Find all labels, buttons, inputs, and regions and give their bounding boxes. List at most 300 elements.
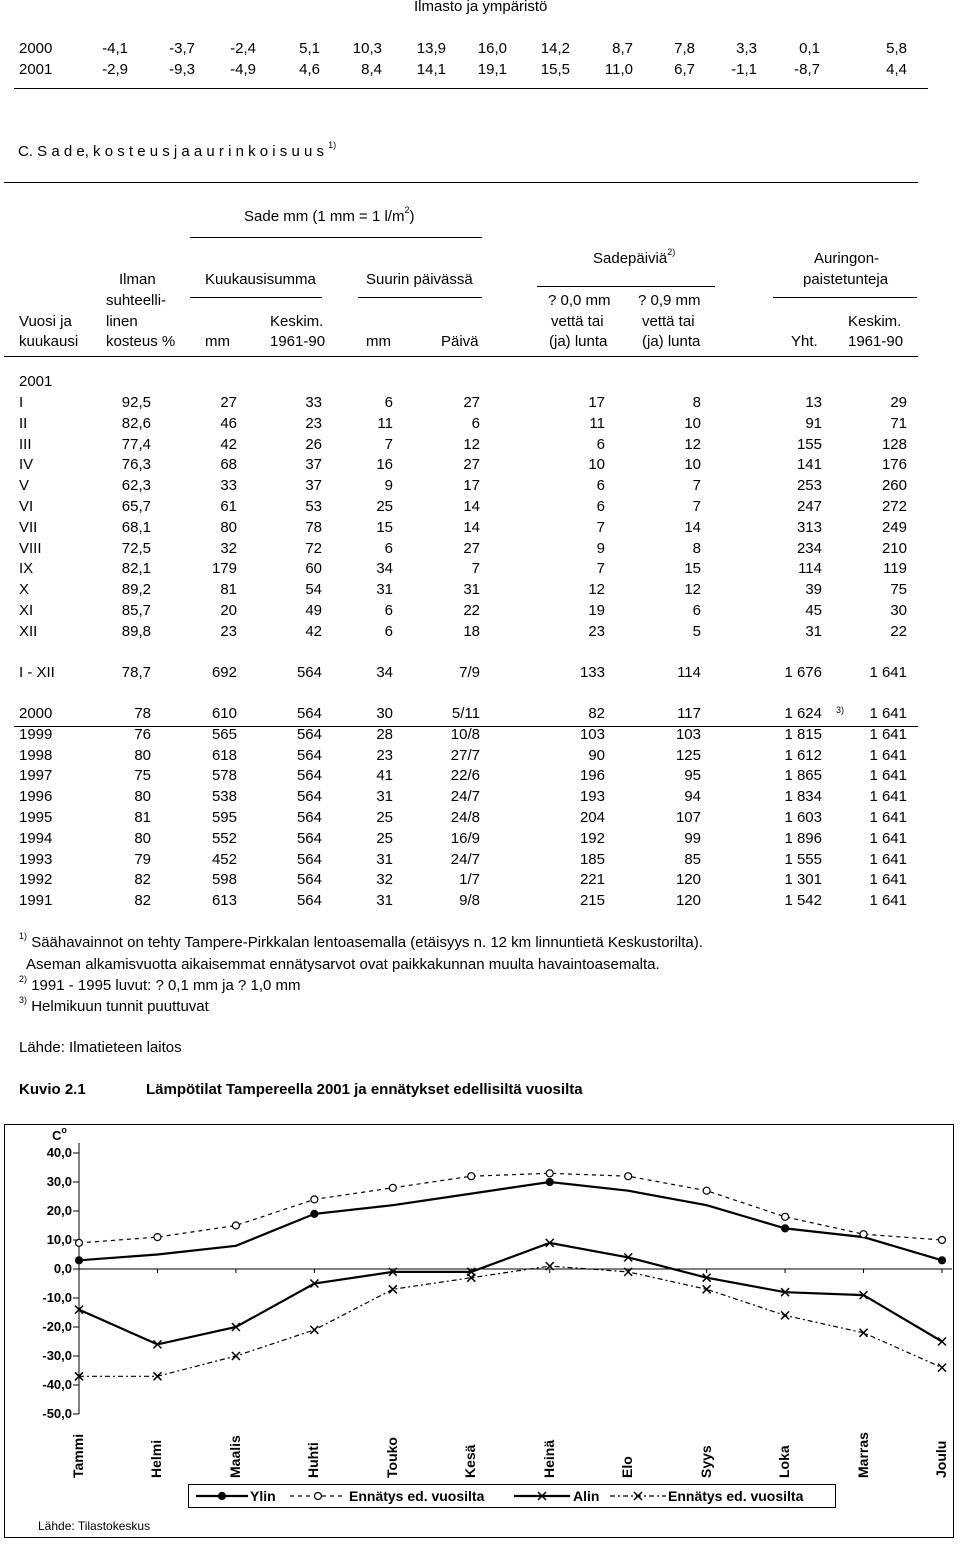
month-label: Touko — [383, 1437, 400, 1478]
value-cell: 114 — [798, 560, 822, 578]
value-cell: 25 — [376, 498, 393, 515]
value-cell: 95 — [684, 767, 701, 785]
data-point — [782, 1213, 789, 1220]
value-cell: 564 — [296, 871, 322, 889]
value-cell: 37 — [305, 456, 322, 474]
data-point — [468, 1173, 475, 1180]
value-cell: 552 — [211, 829, 237, 847]
value-cell: 234 — [796, 539, 822, 557]
data-point — [546, 1170, 553, 1177]
value-cell: 22 — [463, 602, 480, 619]
value-cell: 68,1 — [121, 518, 151, 536]
value-cell: 23 — [376, 746, 393, 764]
value-cell: -8,7 — [794, 61, 820, 78]
value-cell: 128 — [881, 435, 907, 453]
data-point — [938, 1364, 946, 1372]
value-cell: 8,7 — [612, 40, 633, 57]
value-cell: 6 — [384, 394, 393, 411]
data-point — [76, 1257, 83, 1264]
value-cell: 6 — [384, 602, 393, 619]
y-tick-label: 30,0 — [46, 1174, 72, 1189]
value-cell: 32 — [220, 539, 237, 557]
kuukausi-header: kuukausi — [19, 333, 79, 350]
value-cell: 27 — [220, 394, 237, 411]
value-cell: 5,1 — [299, 40, 320, 57]
note-marker: 3) — [836, 705, 845, 715]
value-cell: 28 — [376, 725, 393, 743]
value-cell: 107 — [675, 809, 701, 826]
value-cell: 133 — [579, 664, 605, 681]
value-cell: 23 — [220, 622, 237, 640]
value-cell: 25 — [376, 809, 393, 826]
value-cell: 564 — [296, 850, 322, 868]
row-label: 1996 — [19, 788, 53, 806]
value-cell: 12 — [463, 435, 480, 453]
value-cell: 75 — [134, 767, 151, 785]
value-cell: 23 — [588, 622, 605, 640]
value-cell: 14,2 — [540, 40, 570, 57]
year-label: 2001 — [19, 373, 53, 390]
month-label: Loka — [776, 1445, 793, 1478]
value-cell: 6 — [384, 622, 393, 640]
value-cell: 564 — [296, 725, 322, 743]
value-cell: 7 — [596, 518, 605, 536]
value-cell: 5/11 — [451, 705, 480, 722]
kosteus-header: kosteus % — [106, 333, 176, 350]
value-cell: 82 — [134, 892, 151, 910]
value-cell: 33 — [305, 394, 322, 411]
chart-source: Lähde: Tilastokeskus — [38, 1519, 151, 1533]
value-cell: 613 — [211, 892, 237, 910]
value-cell: 82,1 — [121, 560, 151, 578]
value-cell: 81 — [134, 809, 151, 826]
value-cell: 8,4 — [361, 61, 382, 78]
value-cell: 78 — [134, 705, 151, 722]
value-cell: 61 — [220, 498, 237, 515]
value-cell: 14 — [684, 518, 701, 536]
row-label: 1999 — [19, 725, 53, 743]
value-cell: 117 — [677, 705, 701, 722]
d2a-header: ? 0,9 mm — [638, 292, 701, 309]
value-cell: 80 — [134, 788, 151, 806]
value-cell: 10 — [588, 456, 605, 474]
data-point — [939, 1237, 946, 1244]
value-cell: 119 — [883, 560, 907, 578]
value-cell: 10 — [684, 414, 701, 432]
value-cell: 6 — [596, 477, 605, 495]
value-cell: 85 — [684, 850, 701, 868]
value-cell: 7/9 — [459, 664, 480, 681]
figure-label: Kuvio 2.1 — [19, 1081, 86, 1098]
value-cell: 618 — [211, 746, 237, 764]
value-cell: 141 — [796, 456, 822, 474]
value-cell: 125 — [675, 746, 701, 764]
value-cell: 1 676 — [784, 664, 822, 681]
value-cell: 1 641 — [869, 850, 907, 868]
data-point — [310, 1326, 318, 1334]
value-cell: 210 — [881, 539, 907, 557]
row-label: XI — [19, 602, 34, 619]
d1b-header: vettä tai — [551, 313, 604, 330]
value-cell: 24/7 — [450, 788, 480, 806]
row-label: VIII — [19, 539, 42, 557]
month-label: Syys — [697, 1445, 714, 1478]
value-cell: 5 — [692, 622, 701, 640]
footnote-1b: Aseman alkamisvuotta aikaisemmat ennätysarvot ovat paikkakunnan muulta havaintoasemalta. — [26, 956, 660, 973]
month-label: Elo — [619, 1456, 636, 1478]
value-cell: 1 641 — [869, 809, 907, 826]
value-cell: 1 603 — [784, 809, 822, 826]
month-label: Heinä — [540, 1439, 557, 1478]
row-label: 1994 — [19, 829, 53, 847]
value-cell: 71 — [890, 414, 907, 432]
value-cell: 72 — [305, 539, 322, 557]
value-cell: 76 — [134, 725, 151, 743]
value-cell: 1 641 — [869, 829, 907, 847]
value-cell: 60 — [305, 560, 322, 578]
value-cell: 13 — [805, 394, 822, 411]
value-cell: 25 — [376, 829, 393, 847]
value-cell: 692 — [211, 664, 237, 681]
value-cell: 9 — [596, 539, 605, 557]
value-cell: 12 — [684, 581, 701, 599]
value-cell: 19,1 — [477, 61, 507, 78]
paiste-header: paistetunteja — [803, 271, 889, 288]
value-cell: 30 — [376, 705, 393, 722]
value-cell: 16,0 — [477, 40, 507, 57]
value-cell: 6 — [596, 498, 605, 515]
value-cell: 103 — [675, 725, 701, 743]
legend-label-record-high: Ennätys ed. vuosilta — [349, 1488, 485, 1504]
value-cell: 179 — [211, 560, 237, 578]
value-cell: 99 — [684, 829, 701, 847]
value-cell: 247 — [796, 498, 822, 515]
value-cell: 610 — [211, 705, 237, 722]
source: Lähde: Ilmatieteen laitos — [19, 1039, 182, 1056]
value-cell: 89,2 — [121, 581, 151, 599]
row-label: 1995 — [19, 809, 53, 826]
value-cell: 17 — [463, 477, 480, 495]
value-cell: 10/8 — [450, 725, 480, 743]
value-cell: 11,0 — [604, 61, 633, 78]
value-cell: 7 — [692, 498, 701, 515]
value-cell: -1,1 — [731, 61, 757, 78]
row-label: 2000 — [19, 705, 53, 722]
value-cell: 11 — [377, 414, 393, 432]
value-cell: 14 — [463, 498, 480, 515]
value-cell: 120 — [675, 892, 701, 910]
value-cell: 5,8 — [886, 40, 907, 57]
line-ylin — [79, 1182, 942, 1260]
paiva-header: Päivä — [441, 333, 479, 350]
value-cell: 272 — [881, 498, 907, 515]
value-cell: 1 641 — [869, 725, 907, 743]
value-cell: 3,3 — [736, 40, 757, 57]
value-cell: 14,1 — [416, 61, 446, 78]
value-cell: 564 — [296, 767, 322, 785]
value-cell: 1 641 — [869, 767, 907, 785]
value-cell: 7 — [596, 560, 605, 578]
value-cell: 82,6 — [121, 414, 151, 432]
row-label: 1993 — [19, 850, 53, 868]
value-cell: 1 641 — [869, 705, 907, 722]
value-cell: 6 — [692, 602, 701, 619]
value-cell: 114 — [677, 664, 701, 681]
page-title: Ilmasto ja ympäristö — [414, 0, 548, 15]
value-cell: 564 — [296, 829, 322, 847]
month-label: Tammi — [70, 1433, 86, 1478]
value-cell: 19 — [588, 602, 605, 619]
value-cell: -9,3 — [169, 61, 195, 78]
value-cell: 82 — [588, 705, 605, 722]
value-cell: 1/7 — [459, 871, 480, 889]
y-tick-label: 40,0 — [46, 1145, 72, 1160]
month-label: Helmi — [148, 1439, 165, 1478]
value-cell: 595 — [211, 809, 237, 826]
value-cell: 185 — [579, 850, 605, 868]
value-cell: 91 — [805, 414, 822, 432]
value-cell: 33 — [220, 477, 237, 495]
y-tick-label: 0,0 — [53, 1261, 72, 1276]
value-cell: 10 — [684, 456, 701, 474]
value-cell: 193 — [579, 788, 605, 806]
data-point — [782, 1225, 789, 1232]
value-cell: 29 — [890, 394, 907, 411]
value-cell: 14 — [463, 518, 480, 536]
section-title: C. S a d e, k o s t e u s j a a u r i n k o i s u u s $^{1)}$ — [18, 140, 337, 160]
footnote-2: $^{2)}$ 1991 - 1995 luvut: ? 0,1 mm ja ? 1,0 mm — [19, 974, 301, 994]
value-cell: 31 — [805, 622, 822, 640]
value-cell: 80 — [134, 746, 151, 764]
legend-label-ylin: Ylin — [250, 1488, 276, 1504]
value-cell: 155 — [796, 435, 822, 453]
row-label: I - XII — [19, 664, 55, 681]
data-point — [153, 1372, 161, 1380]
value-cell: 31 — [376, 788, 393, 806]
value-cell: 196 — [579, 767, 605, 785]
value-cell: 78,7 — [121, 664, 151, 681]
value-cell: 6 — [384, 539, 393, 557]
value-cell: 313 — [796, 518, 822, 536]
value-cell: 80 — [220, 518, 237, 536]
y-tick-label: -40,0 — [42, 1377, 72, 1392]
value-cell: 81 — [220, 581, 237, 599]
value-cell: 22 — [890, 622, 907, 640]
value-cell: 1 641 — [869, 664, 907, 681]
auringon-header: Auringon- — [814, 250, 880, 267]
data-point — [232, 1222, 239, 1229]
value-cell: 76,3 — [121, 456, 151, 474]
value-cell: 176 — [881, 456, 907, 474]
d1a-header: ? 0,0 mm — [548, 292, 611, 309]
value-cell: 24/7 — [450, 850, 480, 868]
value-cell: 89,8 — [121, 622, 151, 640]
row-label: II — [19, 414, 28, 432]
row-label: XII — [19, 622, 38, 640]
value-cell: 75 — [890, 581, 907, 599]
value-cell: 9/8 — [459, 892, 480, 910]
legend-label-record-low: Ennätys ed. vuosilta — [668, 1488, 804, 1504]
data-point — [860, 1231, 867, 1238]
sadepaivia-header: Sadepäiviä$^{2)}$ — [593, 247, 676, 267]
value-cell: 120 — [675, 871, 701, 889]
year-cell: 2000 — [19, 40, 53, 57]
value-cell: 16 — [376, 456, 393, 474]
value-cell: 253 — [796, 477, 822, 495]
data-point — [938, 1338, 946, 1346]
value-cell: 249 — [881, 518, 907, 536]
value-cell: 260 — [881, 477, 907, 495]
value-cell: 77,4 — [121, 435, 151, 453]
row-label: 1991 — [19, 892, 53, 910]
value-cell: 15,5 — [540, 61, 570, 78]
value-cell: 564 — [296, 892, 322, 910]
value-cell: 564 — [296, 664, 322, 681]
value-cell: 27 — [463, 539, 480, 557]
value-cell: 24/8 — [450, 809, 480, 826]
value-cell: 564 — [296, 746, 322, 764]
y-tick-label: -10,0 — [42, 1290, 72, 1305]
value-cell: 72,5 — [121, 539, 151, 557]
value-cell: 31 — [376, 850, 393, 868]
value-cell: -4,1 — [102, 40, 128, 57]
month-label: Joulu — [933, 1440, 949, 1478]
value-cell: 4,6 — [299, 61, 320, 78]
value-cell: 1 301 — [784, 871, 822, 889]
value-cell: 42 — [220, 435, 237, 453]
value-cell: 41 — [376, 767, 393, 785]
value-cell: 1 641 — [869, 871, 907, 889]
value-cell: 204 — [579, 809, 605, 826]
value-cell: 49 — [305, 602, 322, 619]
data-point — [232, 1352, 240, 1360]
yht-header: Yht. — [791, 333, 818, 350]
y-tick-label: 10,0 — [46, 1232, 72, 1247]
y-tick-label: -50,0 — [42, 1406, 72, 1421]
value-cell: 68 — [220, 456, 237, 474]
value-cell: 94 — [684, 788, 701, 806]
value-cell: 1 896 — [784, 829, 822, 847]
value-cell: 31 — [376, 892, 393, 910]
value-cell: 34 — [376, 560, 393, 578]
value-cell: 30 — [890, 602, 907, 619]
value-cell: 85,7 — [121, 602, 151, 619]
value-cell: 0,1 — [799, 40, 820, 57]
value-cell: -2,9 — [102, 61, 128, 78]
value-cell: 53 — [305, 498, 322, 515]
data-point — [703, 1285, 711, 1293]
data-point — [546, 1179, 553, 1186]
value-cell: 39 — [805, 581, 822, 599]
keskim-header: Keskim. — [270, 313, 324, 330]
value-cell: 31 — [376, 581, 393, 599]
value-cell: 1 641 — [869, 788, 907, 806]
value-cell: 27 — [463, 456, 480, 474]
month-label: Kesä — [462, 1444, 479, 1478]
value-cell: 564 — [296, 788, 322, 806]
y-axis-label: $C^o$ — [52, 1125, 67, 1143]
row-label: I — [19, 394, 24, 411]
value-cell: 8 — [692, 394, 701, 411]
month-label: Marras — [854, 1432, 871, 1478]
value-cell: 31 — [463, 581, 480, 599]
keskim2-header: Keskim. — [848, 313, 902, 330]
ilman-header: Ilman — [119, 271, 156, 288]
value-cell: 90 — [588, 746, 605, 764]
value-cell: 538 — [211, 788, 237, 806]
footnote-1: $^{1)}$ Säähavainnot on tehty Tampere-Pirkkalan lentoasemalla (etäisyys n. 12 km linnuntietä Keskustorilta). — [19, 931, 703, 951]
value-cell: 32 — [376, 871, 393, 889]
value-cell: 10,3 — [352, 40, 382, 57]
value-cell: 13,9 — [416, 40, 446, 57]
row-label: V — [19, 477, 30, 495]
vuosi-header: Vuosi ja — [19, 313, 72, 330]
row-label: III — [19, 435, 32, 453]
y-tick-label: 20,0 — [46, 1203, 72, 1218]
row-label: 1997 — [19, 767, 53, 785]
value-cell: 1 555 — [784, 850, 822, 868]
value-cell: 1 542 — [784, 892, 822, 910]
value-cell: 564 — [296, 809, 322, 826]
value-cell: 565 — [211, 725, 237, 743]
d2b-header: vettä tai — [642, 313, 695, 330]
period-header: 1961-90 — [270, 333, 326, 350]
month-label: Huhti — [305, 1442, 322, 1478]
value-cell: 564 — [296, 705, 322, 722]
value-cell: 7 — [471, 560, 480, 578]
mm2-header: mm — [366, 333, 391, 350]
value-cell: 78 — [305, 518, 322, 536]
y-tick-label: -20,0 — [42, 1319, 72, 1334]
value-cell: 11 — [589, 414, 605, 432]
value-cell: 23 — [305, 414, 322, 432]
value-cell: 15 — [376, 518, 393, 536]
divider — [14, 726, 918, 727]
value-cell: 42 — [305, 622, 322, 640]
d2c-header: (ja) lunta — [642, 333, 701, 350]
value-cell: 1 865 — [784, 767, 822, 785]
y-tick-label: -30,0 — [42, 1348, 72, 1363]
data-point — [939, 1257, 946, 1264]
line-alin — [79, 1243, 942, 1345]
line-record-low — [79, 1266, 942, 1376]
value-cell: 1 624 — [784, 705, 822, 722]
row-label: X — [19, 581, 30, 599]
mm-header: mm — [205, 333, 230, 350]
row-label: IX — [19, 560, 34, 578]
data-point — [154, 1234, 161, 1241]
row-label: VII — [19, 518, 38, 536]
value-cell: 15 — [684, 560, 701, 578]
value-cell: 22/6 — [450, 767, 480, 785]
value-cell: 1 815 — [784, 725, 822, 743]
value-cell: 8 — [692, 539, 701, 557]
value-cell: 452 — [211, 850, 237, 868]
value-cell: 6 — [596, 435, 605, 453]
data-point — [703, 1187, 710, 1194]
value-cell: 578 — [211, 767, 237, 785]
value-cell: -4,9 — [230, 61, 256, 78]
data-point — [781, 1311, 789, 1319]
figure-title: Lämpötilat Tampereella 2001 ja ennätykset edellisiltä vuosilta — [146, 1081, 583, 1098]
value-cell: 221 — [579, 871, 605, 889]
value-cell: 7,8 — [674, 40, 695, 57]
value-cell: 80 — [134, 829, 151, 847]
data-point — [311, 1196, 318, 1203]
value-cell: 92,5 — [121, 394, 151, 411]
value-cell: 65,7 — [121, 498, 151, 515]
value-cell: 16/9 — [450, 829, 480, 847]
